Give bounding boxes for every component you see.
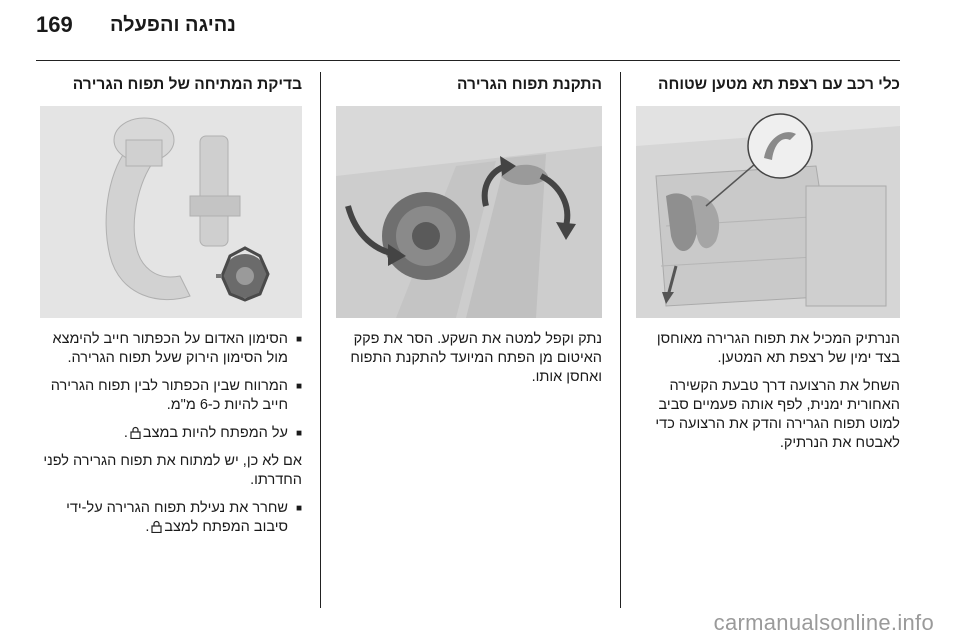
lock-icon (151, 520, 162, 533)
column-divider-right (620, 72, 621, 608)
list-item-text: על המפתח להיות במצב (142, 425, 288, 441)
paragraph: השחל את הרצועה דרך טבעת הקשירה האחורית ימנית, לפף אותה פעמיים סביב למוט תפוח הגרירה והדק את הרצועה כדי לאבטח את הנרתיק. (655, 378, 900, 451)
list-item (40, 424, 302, 443)
watermark: carmanualsonline.info (713, 610, 934, 635)
column-installation (336, 76, 602, 387)
socket-illustration (336, 106, 602, 318)
list-item-text: המרווח שבין הכפתור לבין תפוח הגרירה חייב להיות כ-6 מ"מ. (50, 378, 288, 413)
tow-hook-illustration (40, 106, 302, 318)
lock-icon (130, 426, 141, 439)
column-title: כלי רכב עם רצפת תא מטען שטוחה (658, 76, 900, 93)
list-item-suffix: . (145, 519, 150, 535)
list-item-text: שחרר את נעילת תפוח הגרירה על-ידי סיבוב המפתח למצב (66, 500, 288, 535)
section-title: נהיגה והפעלה (110, 14, 236, 36)
column-divider-left (320, 72, 321, 608)
column-title: בדיקת המתיחה של תפוח הגרירה (72, 76, 302, 93)
check-list (40, 330, 302, 443)
list-item (40, 377, 302, 415)
list-item (40, 330, 302, 368)
list-item-text: הסימון האדום על הכפתור חייב להימצא מול הסימון הירוק שעל תפוח הגרירה. (52, 331, 288, 366)
paragraph: אם לא כן, יש למתוח את תפוח הגרירה לפני החדרתו. (43, 453, 302, 488)
list-item (40, 499, 302, 537)
list-item-suffix: . (123, 425, 128, 441)
trunk-illustration (636, 106, 900, 318)
paragraph: הנרתיק המכיל את תפוח הגרירה מאוחסן בצד ימין של רצפת תא המטען. (656, 331, 900, 366)
column-title: התקנת תפוח הגרירה (456, 76, 602, 93)
page-number: 169 (36, 12, 73, 37)
check-list-continued (40, 499, 302, 537)
column-tension-check (40, 76, 302, 546)
header-divider (36, 60, 900, 61)
paragraph: נתק וקפל למטה את השקע. הסר את פקק האיטום מן הפתח המיועד להתקנת התפוח ואחסן אותו. (350, 331, 602, 385)
column-flat-floor (636, 76, 900, 453)
